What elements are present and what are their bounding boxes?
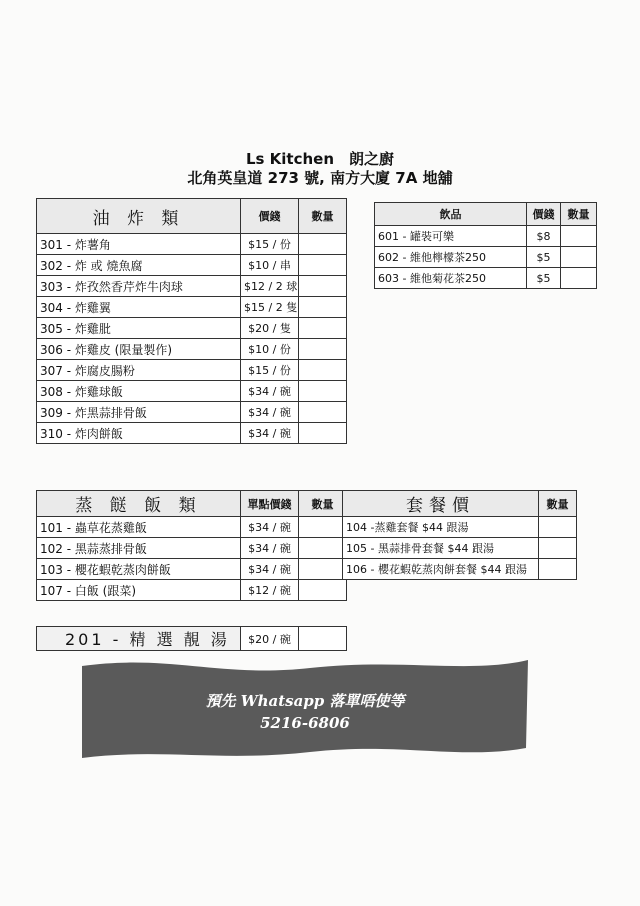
table-row bbox=[37, 381, 347, 402]
sets-section-title: 套餐價 bbox=[343, 491, 539, 517]
table-row bbox=[343, 538, 577, 559]
item-price: $12 / 碗 bbox=[241, 580, 299, 601]
qty-cell[interactable] bbox=[299, 402, 347, 423]
qty-cell[interactable] bbox=[299, 559, 347, 580]
table-header-row bbox=[37, 491, 347, 517]
restaurant-address: 北角英皇道 273 號, 南方大廈 7A 地舖 bbox=[187, 169, 453, 187]
qty-cell[interactable] bbox=[539, 538, 577, 559]
item-price: $12 / 2 球 bbox=[241, 276, 299, 297]
steamed-menu-table bbox=[36, 490, 347, 601]
table-row bbox=[37, 559, 347, 580]
table-row bbox=[375, 247, 597, 268]
item-name: 603 - 維他菊花茶250 bbox=[375, 268, 527, 289]
item-price: $15 / 份 bbox=[241, 360, 299, 381]
item-price: $34 / 碗 bbox=[241, 559, 299, 580]
item-price: $34 / 碗 bbox=[241, 402, 299, 423]
qty-header: 數量 bbox=[539, 491, 577, 517]
soup-table bbox=[36, 626, 347, 651]
item-price: $34 / 碗 bbox=[241, 381, 299, 402]
item-name: 103 - 櫻花蝦乾蒸肉餅飯 bbox=[37, 559, 241, 580]
qty-cell[interactable] bbox=[299, 234, 347, 255]
price-header: 價錢 bbox=[527, 203, 561, 226]
table-header-row bbox=[375, 203, 597, 226]
table-row bbox=[37, 318, 347, 339]
qty-cell[interactable] bbox=[299, 318, 347, 339]
table-header-row bbox=[37, 199, 347, 234]
qty-cell[interactable] bbox=[539, 559, 577, 580]
price-header: 單點價錢 bbox=[241, 491, 299, 517]
item-name: 301 - 炸薯角 bbox=[37, 234, 241, 255]
item-name: 602 - 維他檸檬茶250 bbox=[375, 247, 527, 268]
item-name: 309 - 炸黑蒜排骨飯 bbox=[37, 402, 241, 423]
banner-line-1: 預先 Whatsapp 落單唔使等 bbox=[205, 692, 405, 710]
table-row bbox=[37, 538, 347, 559]
item-name: 303 - 炸孜然香芹炸牛肉球 bbox=[37, 276, 241, 297]
steamed-section-title: 蒸 餸 飯 類 bbox=[37, 491, 241, 517]
table-row bbox=[37, 339, 347, 360]
item-name: 307 - 炸腐皮腸粉 bbox=[37, 360, 241, 381]
item-name: 201 - 精 選 靚 湯 bbox=[37, 627, 241, 651]
banner-phone: 5216-6806 bbox=[260, 714, 350, 732]
qty-cell[interactable] bbox=[561, 247, 597, 268]
item-name: 601 - 罐裝可樂 bbox=[375, 226, 527, 247]
set-meals-table bbox=[342, 490, 577, 580]
qty-header: 數量 bbox=[299, 491, 347, 517]
table-row bbox=[37, 297, 347, 318]
restaurant-name: Ls Kitchen 朗之廚 bbox=[245, 150, 395, 168]
qty-cell[interactable] bbox=[299, 339, 347, 360]
qty-cell[interactable] bbox=[561, 268, 597, 289]
item-name: 304 - 炸雞翼 bbox=[37, 297, 241, 318]
qty-cell[interactable] bbox=[299, 276, 347, 297]
item-name: 310 - 炸肉餅飯 bbox=[37, 423, 241, 444]
table-row bbox=[37, 627, 347, 651]
qty-cell[interactable] bbox=[561, 226, 597, 247]
table-header-row bbox=[343, 491, 577, 517]
item-price: $5 bbox=[527, 247, 561, 268]
table-row bbox=[37, 360, 347, 381]
qty-cell[interactable] bbox=[299, 627, 347, 651]
item-price: $8 bbox=[527, 226, 561, 247]
item-name: 105 - 黑蒜排骨套餐 $44 跟湯 bbox=[343, 538, 539, 559]
item-price: $15 / 份 bbox=[241, 234, 299, 255]
fried-section-title: 油 炸 類 bbox=[37, 199, 241, 234]
table-row bbox=[375, 226, 597, 247]
qty-header: 數量 bbox=[561, 203, 597, 226]
item-name: 101 - 蟲草花蒸雞飯 bbox=[37, 517, 241, 538]
qty-cell[interactable] bbox=[299, 381, 347, 402]
qty-cell[interactable] bbox=[299, 517, 347, 538]
qty-header: 數量 bbox=[299, 199, 347, 234]
table-row bbox=[375, 268, 597, 289]
item-price: $5 bbox=[527, 268, 561, 289]
qty-cell[interactable] bbox=[299, 297, 347, 318]
drinks-menu-table bbox=[374, 202, 597, 289]
item-name: 302 - 炸 或 燒魚腐 bbox=[37, 255, 241, 276]
table-row bbox=[37, 517, 347, 538]
fried-menu-table bbox=[36, 198, 347, 444]
item-name: 104 -蒸雞套餐 $44 跟湯 bbox=[343, 517, 539, 538]
table-row bbox=[343, 517, 577, 538]
qty-cell[interactable] bbox=[299, 360, 347, 381]
item-price: $34 / 碗 bbox=[241, 423, 299, 444]
item-price: $34 / 碗 bbox=[241, 517, 299, 538]
item-price: $20 / 隻 bbox=[241, 318, 299, 339]
item-price: $10 / 份 bbox=[241, 339, 299, 360]
table-row bbox=[37, 276, 347, 297]
qty-cell[interactable] bbox=[299, 538, 347, 559]
qty-cell[interactable] bbox=[539, 517, 577, 538]
item-name: 308 - 炸雞球飯 bbox=[37, 381, 241, 402]
item-name: 102 - 黑蒜蒸排骨飯 bbox=[37, 538, 241, 559]
item-price: $15 / 2 隻 bbox=[241, 297, 299, 318]
drinks-section-title: 飲品 bbox=[375, 203, 527, 226]
item-price: $34 / 碗 bbox=[241, 538, 299, 559]
qty-cell[interactable] bbox=[299, 423, 347, 444]
item-price: $10 / 串 bbox=[241, 255, 299, 276]
item-price: $20 / 碗 bbox=[241, 627, 299, 651]
qty-cell[interactable] bbox=[299, 255, 347, 276]
table-row bbox=[37, 255, 347, 276]
table-row bbox=[37, 423, 347, 444]
price-header: 價錢 bbox=[241, 199, 299, 234]
table-row bbox=[37, 402, 347, 423]
item-name: 305 - 炸雞肶 bbox=[37, 318, 241, 339]
banner-text bbox=[80, 690, 530, 734]
table-row bbox=[343, 559, 577, 580]
item-name: 107 - 白飯 (跟菜) bbox=[37, 580, 241, 601]
table-row bbox=[37, 580, 347, 601]
item-name: 306 - 炸雞皮 (限量製作) bbox=[37, 339, 241, 360]
qty-cell[interactable] bbox=[299, 580, 347, 601]
item-name: 106 - 櫻花蝦乾蒸肉餅套餐 $44 跟湯 bbox=[343, 559, 539, 580]
table-row bbox=[37, 234, 347, 255]
